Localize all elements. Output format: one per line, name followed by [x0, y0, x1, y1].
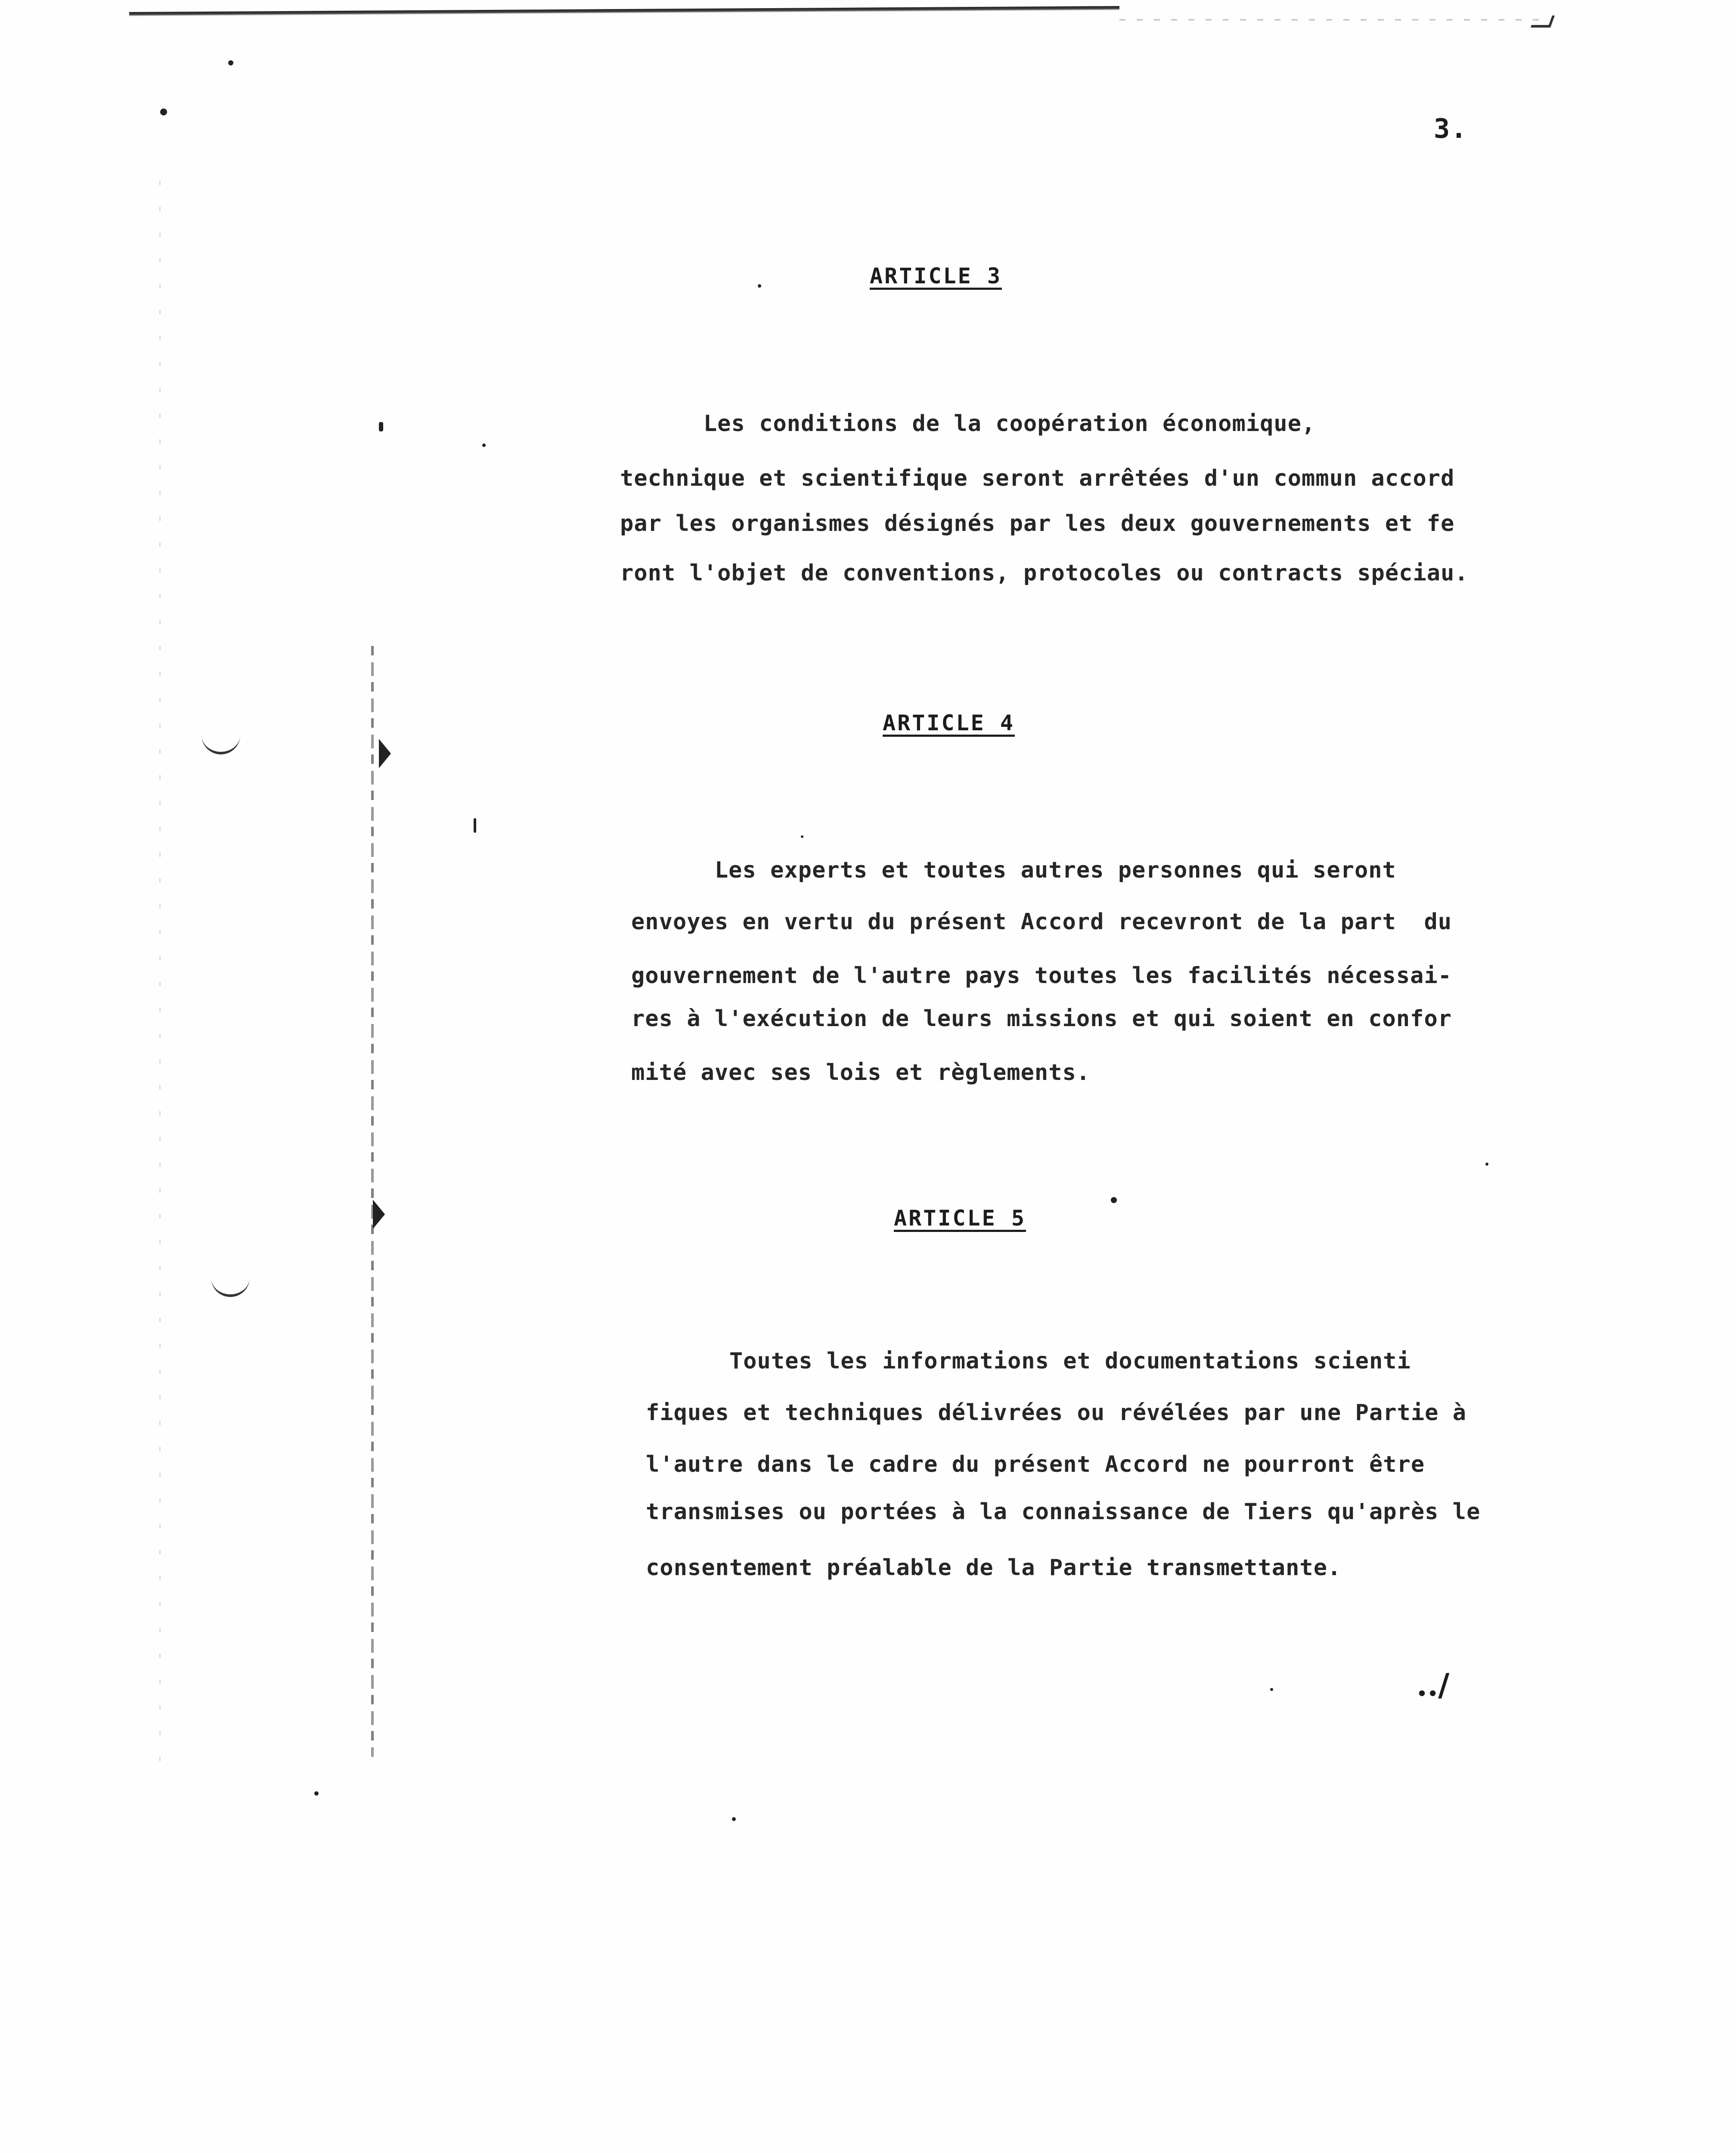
scan-speck	[160, 109, 167, 115]
scan-speck	[228, 60, 233, 65]
article-4-line: envoyes en vertu du présent Accord recevront de la part du	[631, 909, 1452, 935]
scan-binding-shadow	[159, 181, 161, 1774]
article-4-heading: ARTICLE 4	[883, 710, 1015, 735]
article-5-line: Toutes les informations et documentations scienti	[646, 1348, 1411, 1374]
article-3-line: par les organismes désignés par les deux gouvernements et fe	[620, 511, 1455, 537]
article-5-line: consentement préalable de la Partie transmettante.	[646, 1555, 1342, 1581]
article-3-line: technique et scientifique seront arrêtées d'un commun accord	[620, 465, 1455, 491]
scan-speck	[314, 1791, 319, 1796]
scan-top-edge-faint	[1119, 19, 1550, 21]
article-5-line: fiques et techniques délivrées ou révélées par une Partie à	[646, 1400, 1467, 1426]
article-5-line: transmises ou portées à la connaissance de Tiers qu'après le	[646, 1499, 1481, 1525]
article-4-line: res à l'exécution de leurs missions et qui soient en confor	[631, 1006, 1452, 1032]
scan-speck	[1270, 1688, 1273, 1691]
binder-clip-mark	[373, 1200, 385, 1229]
scan-speck	[1111, 1197, 1117, 1203]
scan-speck	[474, 818, 476, 833]
scan-speck	[379, 422, 383, 431]
scan-top-edge	[129, 6, 1119, 16]
article-5-heading: ARTICLE 5	[894, 1206, 1026, 1231]
article-3-heading: ARTICLE 3	[870, 264, 1002, 289]
article-5-line: l'autre dans le cadre du présent Accord ne pourront être	[646, 1452, 1425, 1477]
scan-speck	[758, 284, 761, 288]
scan-speck	[1485, 1163, 1488, 1166]
binder-clip-mark	[379, 739, 391, 768]
page-number: 3.	[1434, 113, 1468, 144]
article-4-line: mité avec ses lois et règlements.	[631, 1060, 1091, 1086]
article-3-line: Les conditions de la coopération économique,	[620, 411, 1316, 437]
continuation-mark: ../	[1417, 1666, 1450, 1703]
scan-speck	[482, 444, 486, 447]
scan-speck	[801, 835, 803, 838]
article-4-line: gouvernement de l'autre pays toutes les facilités nécessai-	[631, 963, 1452, 989]
punch-hole-mark	[211, 1275, 250, 1297]
punch-hole-mark	[202, 732, 240, 754]
scan-corner-mark	[1531, 16, 1555, 28]
article-3-line: ront l'objet de conventions, protocoles ou contracts spéciau.	[620, 560, 1469, 586]
scan-speck	[732, 1817, 736, 1821]
article-4-line: Les experts et toutes autres personnes qui seront	[631, 857, 1396, 883]
